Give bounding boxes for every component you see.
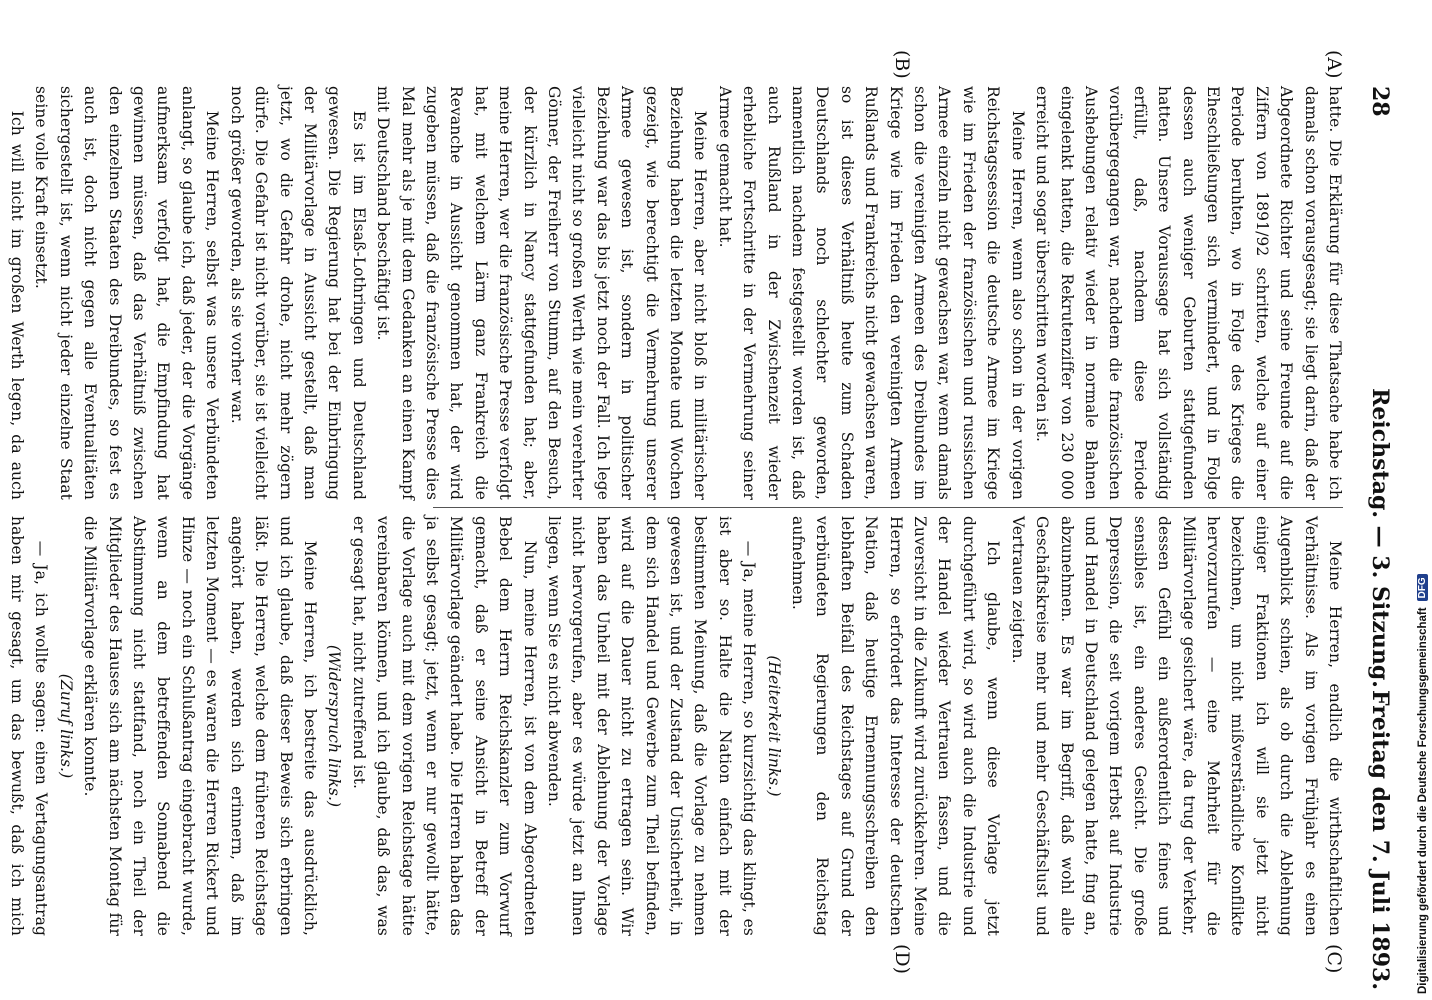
column-divider [433, 507, 1343, 508]
right-paragraph-5: Nun, meine Herren, ist von dem Abgeordneten Bebel dem Herrn Reichskanzler zum Vorwurf gemacht, daß er seine Ansicht in Betreff der Militärvorlage geändert habe. Die Herren haben das ja selbst gesagt; jetzt, wenn er nur gewollt hätte, die Vorlage auch mit dem vorigen Reichstage hätte vereinbaren können, und ich glaube, daß das, was er gesagt hat, nicht zutreffend ist. [349, 516, 539, 936]
right-paragraph-9: — Ja, ich wollte sagen: einen Vertagungsantrag haben mir gesagt, um das bewußt, daß ich mich [8, 516, 51, 936]
right-paragraph-7: Meine Herren, ich bestreite das ausdrücklich, und ich glaube, daß dieser Beweis sich erbringen läßt. Die Herren, welche dem früheren Reichstage angehört haben, werden sich erinnern, daß im letzten Moment — es waren die Herren Rickert und Hinze — noch ein Schlußantrag eingebracht wurde, wenn an dem betreffenden Sonnabend die Abstimmung nicht stattfand, noch ein Theil der Mitglieder des Hauses sich am nächsten Montag für die Militärvorlage erklären konnte. [81, 516, 319, 936]
left-paragraph-2: Meine Herren, wenn also schon in der vorigen Reichstagssession die deutsche Armee im Kriege wie im Frieden der französischen und russischen Armee einzeln nicht gewachsen war, wenn damals schon die vereinigten Armeen des Dreibundes im Kriege wie im Frieden den vereinigten Armeen Rußlands und Frankreichs nicht gewachsen waren, so ist dieses Verhältniß heute zum Schaden Deutschlands noch schlechter geworden, namentlich nachdem festgestellt worden ist, daß auch Rußland in der Zwischenzeit wieder erhebliche Fortschritte in der Vermehrung seiner Armee gemacht hat. [715, 86, 1027, 500]
digitization-credit [1417, 14, 1429, 994]
page-title: Reichstag. — 3. Sitzung. [1367, 388, 1393, 688]
right-column [8, 516, 1347, 936]
margin-marker-a: (A) [1323, 50, 1345, 79]
page-number: 28 [1367, 86, 1393, 117]
digitization-credit-strip [1411, 0, 1432, 1000]
left-paragraph-1: hatte. Die Erklärung für diese Thatsache habe ich damals schon vorausgesagt; sie liegt darin, daß der Abgeordnete Richter und seine Freunde auf die Ziffern von 1891/92 schritten, welche auf einer Periode beruhten, wo in Folge des Krieges die Eheschließungen sich vermindert, und in Folge dessen auch weniger Geburten stattgefunden hatten. Unsere Voraussage hat sich vollständig erfüllt, daß, nachdem diese Periode vorübergegangen war, nachdem die französischen Aushebungen relativ wieder in normale Bahnen eingelenkt hatten, die Rekrutenziffer von 230 000 erreicht und sogar überschritten worden ist. [1033, 86, 1344, 500]
right-interjection-1: (Heiterkeit links.) [764, 655, 783, 797]
dfg-logo: DFG [1417, 574, 1428, 601]
session-date: Freitag den 7. Juli 1893. [1367, 690, 1393, 990]
margin-marker-d: (D) [891, 944, 913, 975]
left-paragraph-6: Ich will nicht im großen Werth legen, da auch [8, 110, 27, 500]
credit-text: Digitalisierung gefördert durch die Deutsche Forschungsgemeinschaft [1417, 607, 1429, 994]
page-header [1353, 86, 1393, 990]
left-column [8, 86, 1347, 500]
right-interjection-3: (Zuruf links.) [56, 673, 75, 779]
margin-marker-c: (C) [1323, 944, 1345, 974]
right-paragraph-1: Meine Herren, endlich die wirthschaftlichen Verhältnisse. Als im vorigen Frühjahr es einen Augenblick schien, als ob durch die Ablehnung einiger Fraktionen ich will sie jetzt nicht bezeichnen, um nicht mißverständliche Konflikte hervorzurufen — eine Mehrheit für die Militärvorlage gesichert wäre, da trug der Verkehr, dessen Gefühl ein außerordentlich feines und sensibles ist, ein anderes Gesicht. Die große Depression, die seit vorigem Herbst auf Industrie und Handel in Deutschland gelegen hatte, fing an, abzunehmen. Es war im Begriff, daß wohl alle Geschäftskreise mehr und mehr Geschäftslust und Vertrauen zeigten. [1008, 516, 1344, 936]
left-paragraph-4: Es ist im Elsaß-Lothringen und Deutschland gewesen. Die Regierung hat bei der Einbringung der Militärvorlage in Aussicht gestellt, daß man jetzt, wo die Gefahr drohe, nicht mehr zögern dürfe. Die Gefahr ist nicht vorüber, sie ist vielleicht noch größer geworden, als sie vorher war. [227, 86, 368, 500]
right-paragraph-4: — Ja, meine Herren, so kurzsichtig das klingt, es ist aber so. Halte die Nation einfach mit der bestimmten Meinung, daß die Vorlage zu nehmen gewesen ist, und der Zustand der Unsicherheit, in dem sich Handel und Gewerbe zum Theil befinden, wird auf die Dauer nicht zu ertragen sein. Wir haben das Unheil mit der Ablehnung der Vorlage nicht hervorgerufen, aber es würde jetzt an Ihnen liegen, wenn Sie es nicht abwenden. [545, 516, 759, 936]
margin-marker-b: (B) [891, 50, 913, 79]
left-paragraph-3: Meine Herren, aber nicht bloß in militärischer Beziehung haben die letzten Monate und Wochen gezeigt, wie berechtigt die Vermehrung unserer Armee gewesen ist, sondern in politischer Beziehung war das bis jetzt noch der Fall. Ich lege vielleicht nicht so großen Werth wie mein verehrter Gönner, der Freiherr von Stumm, auf den Besuch, der kürzlich in Nancy stattgefunden hat; aber, meine Herren, wer die französische Presse verfolgt hat, mit welchem Lärm ganz Frankreich die Revanche in Aussicht genommen hat, der wird zugeben müssen, daß die französische Presse dies Mal mehr als je mit dem Gedanken an einen Kampf mit Deutschland beschäftigt ist. [374, 86, 710, 500]
right-interjection-2: (Widerspruch links.) [325, 644, 344, 808]
right-paragraph-2: Ich glaube, wenn diese Vorlage jetzt durchgeführt wird, so wird auch die Industrie und der Handel wieder Vertrauen fassen, und die Zuversicht in die Zukunft wird zurückkehren. Meine Herren, so erfordert das Interesse der deutschen Nation, daß heutige Ernennungsschreiben den lebhaften Beifall des Reichstages auf Grund der verbündeten Regierungen den Reichstag aufnehmen. [789, 516, 1003, 936]
left-paragraph-5: Meine Herren, selbst was unsere Verbündeten anlangt, so glaube ich, daß jeder, der die Vorgänge aufmerksam verfolgt hat, die Empfindung hat gewinnen müssen, daß das Verhältniß zwischen den einzelnen Staaten des Dreibundes, so fest es auch ist, doch nicht gegen alle Eventualitäten sichergestellt ist, wenn nicht jeder einzelne Staat seine volle Kraft einsetzt. [32, 86, 222, 500]
